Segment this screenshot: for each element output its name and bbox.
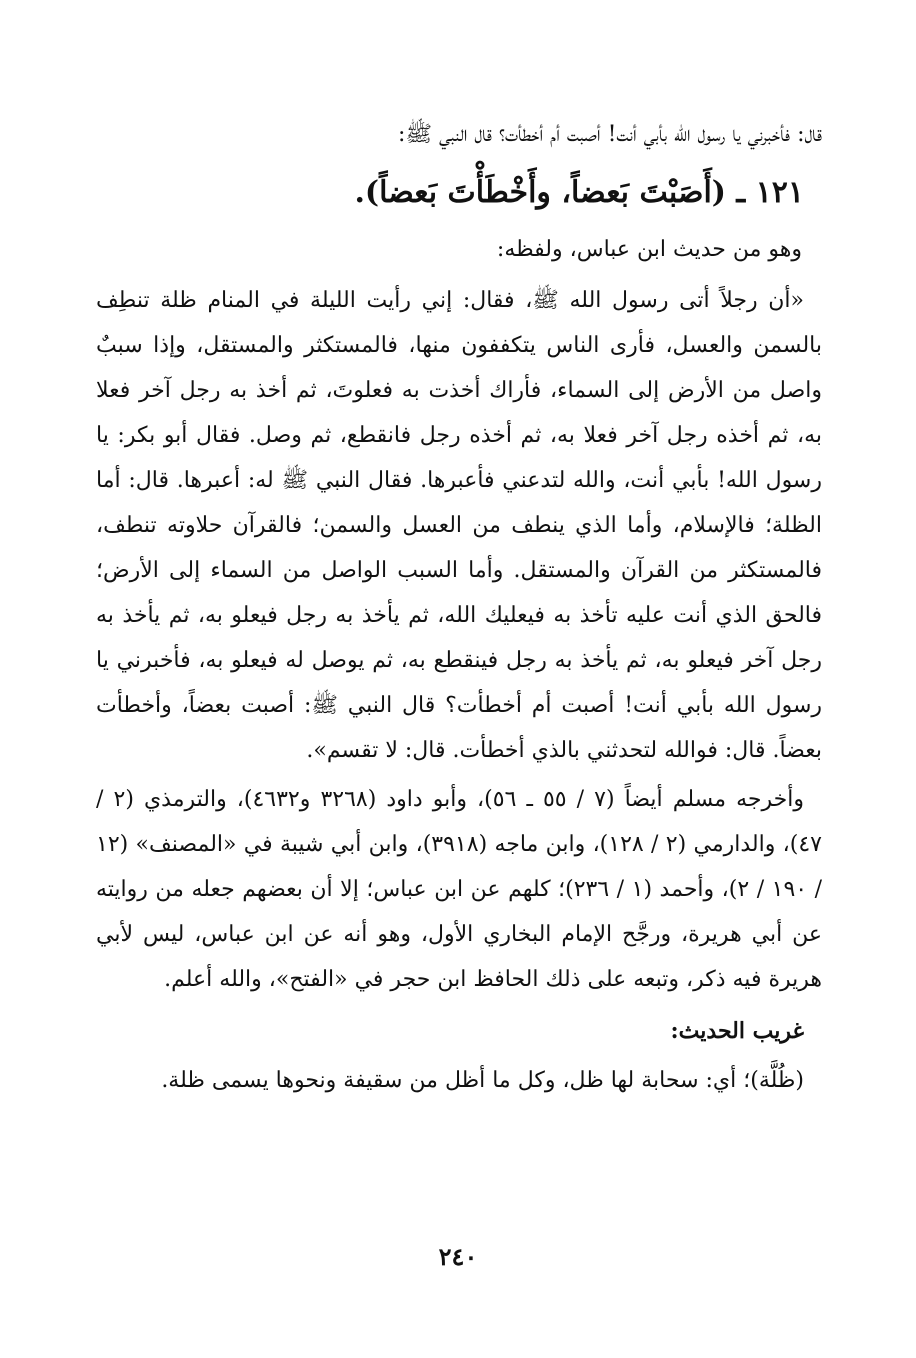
hadith-heading: ١٢١ ـ (أَصَبْتَ بَعضاً، وأَخْطَأْتَ بَعضاً).: [354, 175, 804, 210]
intro-line: قال: فأخبرني يا رسول الله بأبي أنت! أصبت أم أخطأت؟ قال النبي ﷺ:: [398, 122, 822, 147]
page-body: [96, 112, 822, 1103]
page-number: ٢٤٠: [438, 1242, 478, 1271]
takhrij-paragraph: وأخرجه مسلم أيضاً (٧ / ٥٥ ـ ٥٦)، وأبو داود (٣٢٦٨ و٤٦٣٢)، والترمذي (٢ / ٤٧)، والدارمي (٢ / ١٢٨)، وابن ماجه (٣٩١٨)، وابن أبي شيبة في «المصنف» (١٢ / ١٩٠ / ٢)، وأحمد (١ / ٢٣٦)؛ كلهم عن ابن عباس؛ إلا أن بعضهم جعله من روايته عن أبي هريرة، ورجَّح الإمام البخاري الأول، وهو أنه عن ابن عباس، ليس لأبي هريرة فيه ذكر، وتبعه على ذلك الحافظ ابن حجر في «الفتح»، والله أعلم.: [96, 787, 823, 992]
gharib-title: غريب الحديث:: [670, 1018, 804, 1044]
gharib-definition: (ظُلَّة)؛ أي: سحابة لها ظل، وكل ما أظل من سقيفة ونحوها يسمى ظلة.: [161, 1068, 804, 1093]
sub-heading: وهو من حديث ابن عباس، ولفظه:: [496, 237, 802, 262]
hadith-text: «أن رجلاً أتى رسول الله ﷺ، فقال: إني رأيت الليلة في المنام ظلة تنطِف بالسمن والعسل، فأرى الناس يتكففون منها، فالمستكثر والمستقل، وإذا سببٌ واصل من الأرض إلى السماء، فأراك أخذت به فعلوتَ، ثم أخذ به رجل آخر فعلا به، ثم أخذه رجل آخر فعلا به، ثم أخذه رجل فانقطع، ثم وصل. فقال أبو بكر: يا رسول الله! بأبي أنت، والله لتدعني فأعبرها. فقال النبي ﷺ له: أعبرها. قال: أما الظلة؛ فالإسلام، وأما الذي ينطف من العسل والسمن؛ فالقرآن حلاوته تنطف، فالمستكثر من القرآن والمستقل. وأما السبب الواصل من السماء إلى الأرض؛ فالحق الذي أنت عليه تأخذ به فيعليك الله، ثم يأخذ به رجل فيعلو به، ثم يأخذ به رجل آخر فيعلو به، ثم يأخذ به رجل فينقطع به، ثم يوصل له فيعلو به، فأخبرني يا رسول الله بأبي أنت! أصبت أم أخطأت؟ قال النبي ﷺ: أصبت بعضاً، وأخطأت بعضاً. قال: فوالله لتحدثني بالذي أخطأت. قال: لا تقسم».: [96, 288, 822, 763]
